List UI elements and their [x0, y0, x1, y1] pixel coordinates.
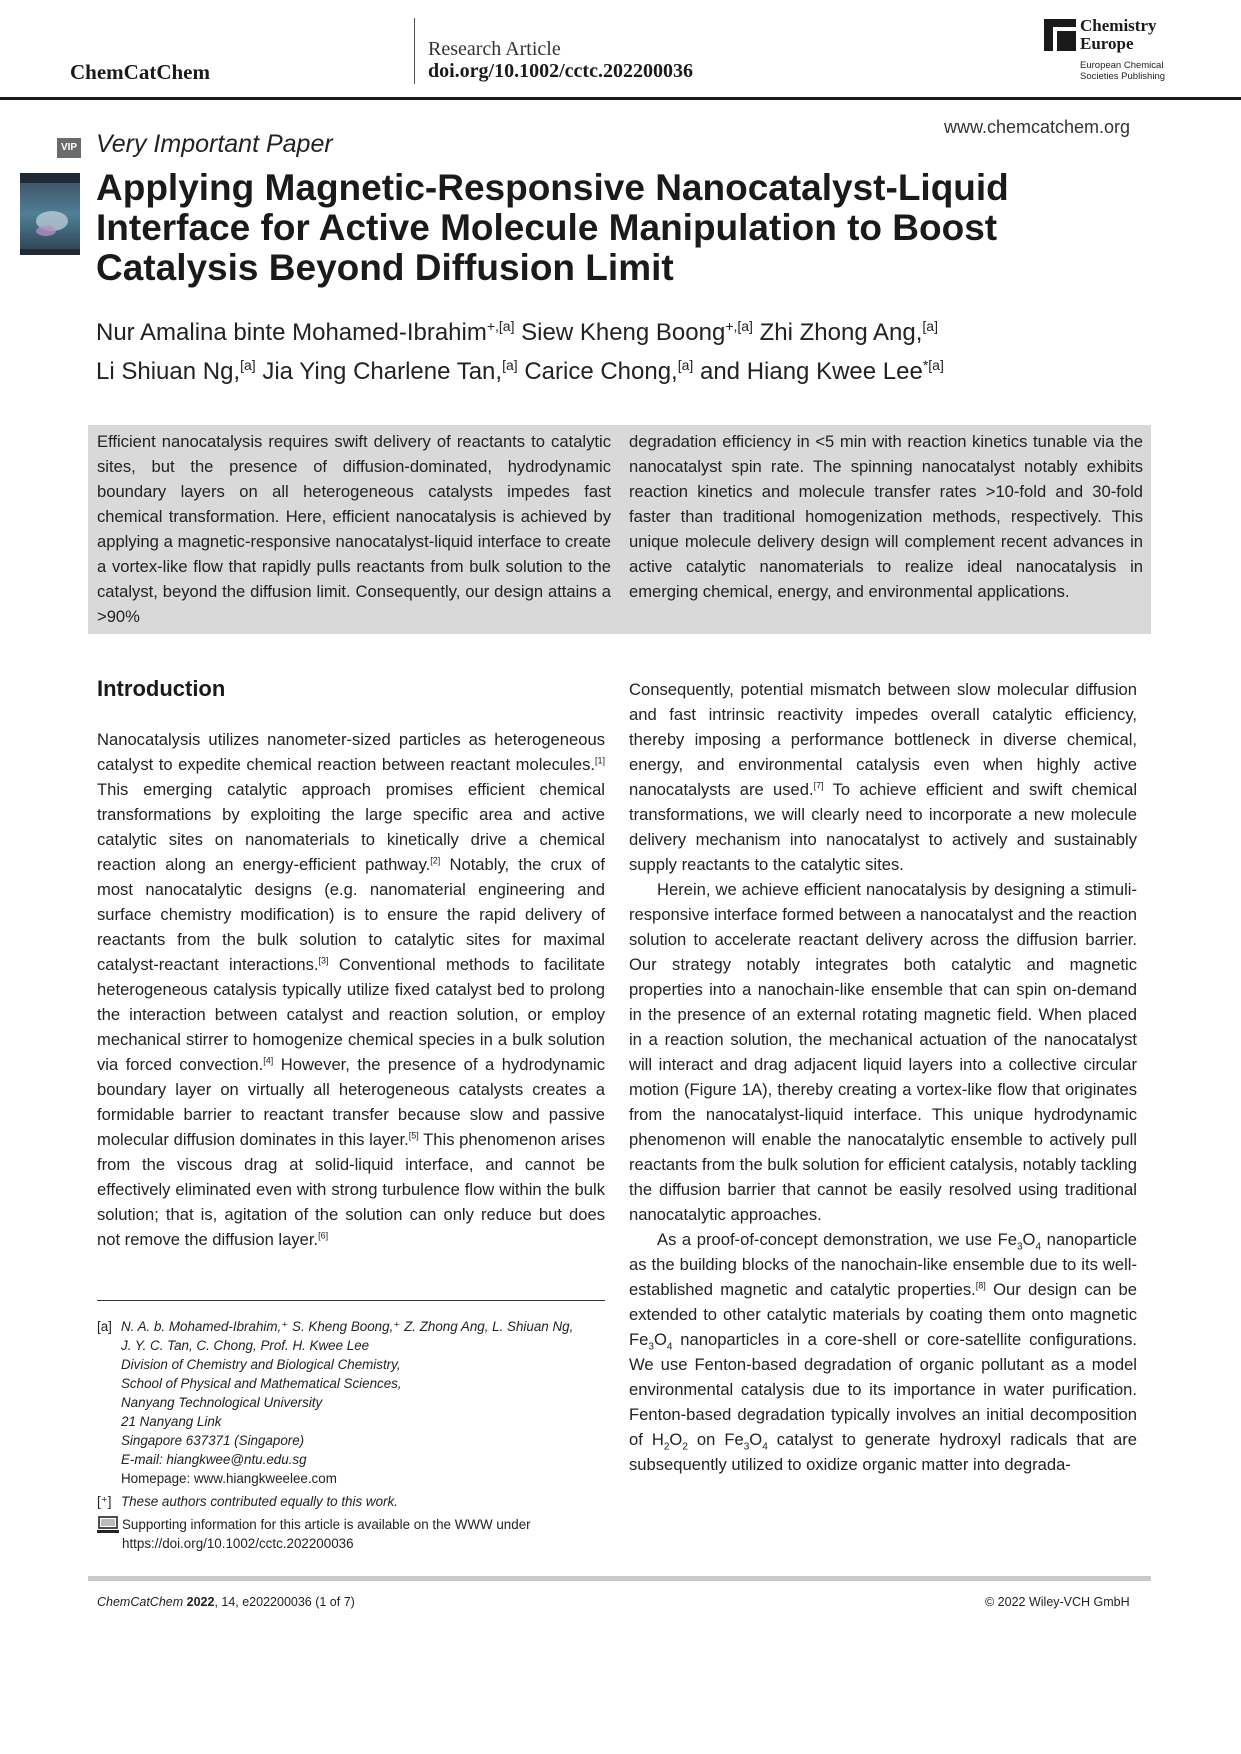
text: nanoparticle as the building blocks of the nanochain-like ensemble due to its well-established magnetic and catalytic properties.: [629, 1230, 1137, 1299]
author-mark: [a]: [240, 357, 256, 373]
text: Our design can be extended to other catalytic materials by coating them onto magnetic Fe: [629, 1280, 1138, 1349]
text: O: [653, 1330, 667, 1349]
subscript: 2: [663, 1441, 670, 1453]
citation[interactable]: [8]: [975, 1280, 986, 1291]
text: To achieve efficient and swift chemical transformations, we will clearly need to incorporate a new molecule delivery mechanism into nanocatalyst to actively and sustainably supply reactants to the catalytic sites.: [629, 780, 1138, 874]
supporting-info-footnote: [97, 1515, 605, 1553]
author-name: Zhi Zhong Ang,: [759, 319, 923, 346]
citation[interactable]: [5]: [408, 1130, 419, 1141]
subscript: 3: [648, 1341, 654, 1353]
text: Notably, the crux of most nanocatalytic designs (e.g. nanomaterial engineering and surface chemistry modification) is to ensure the rapid delivery of reactants from the bulk solution to catalytic sites for maximal catalyst-reactant interactions.: [97, 855, 606, 974]
text: Consequently, potential mismatch between slow molecular diffusion and fast intrinsic reactivity impedes overall catalytic efficiency, thereby imposing a performance bottleneck in diverse chemical, energy, and environmental catalysis even when highly active nanocatalysts are used.: [629, 680, 1137, 799]
citation[interactable]: [2]: [430, 855, 441, 866]
author-name: Carice Chong,: [524, 358, 678, 385]
author-mark: [a]: [922, 318, 938, 334]
citation[interactable]: [7]: [813, 780, 824, 791]
affiliation-line: N. A. b. Mohamed-Ibrahim,⁺ S. Kheng Boong,⁺ Z. Zhong Ang, L. Shiuan Ng,: [121, 1319, 574, 1334]
affiliation-line: School of Physical and Mathematical Sciences,: [121, 1376, 402, 1391]
intro-paragraph-3: Herein, we achieve efficient nanocatalysis by designing a stimuli-responsive interface formed between a nanocatalyst and the reaction solution to accelerate reactant delivery across the diffusion barrier. Our strategy notably integrates both catalytic and magnetic properties into a nanochain-like ensemble that can spin on-demand in the presence of an external rotating magnetic field. When placed in a reaction solution, the mechanical actuation of the nanocatalyst will interact and drag adjacent liquid layers into a collective circular motion (Figure 1A), thereby creating a vortex-like flow that originates from the nanocatalyst-liquid interface. This unique hydrodynamic phenomenon will enable the nanocatalytic ensemble to actively pull reactants from the bulk solution for efficient catalysis, notably tackling the diffusion barrier that cannot be easily resolved using traditional nanocatalytic approaches.: [629, 880, 1137, 1224]
text: This emerging catalytic approach promises efficient chemical transformations by exploiting the large specific area and active catalytic sites on nanomaterials to kinetically drive a chemical reaction along an energy-efficient pathway.: [97, 780, 605, 874]
equal-contribution-footnote: [97, 1492, 605, 1511]
author-mark: +,[a]: [725, 318, 753, 334]
author-name: Siew Kheng Boong: [521, 319, 726, 346]
footnote-text[interactable]: Supporting information for this article is available on the WWW under https://doi.org/10.1002/cctc.202200036: [122, 1517, 531, 1551]
subscript: 2: [682, 1441, 688, 1453]
vip-label: Very Important Paper: [96, 130, 333, 158]
footer-bar: [88, 1576, 1151, 1581]
author-mark: *[a]: [922, 357, 944, 373]
footer-copyright: © 2022 Wiley-VCH GmbH: [985, 1595, 1130, 1609]
subscript: 4: [762, 1441, 768, 1453]
journal-website[interactable]: www.chemcatchem.org: [944, 117, 1131, 137]
article-title: Applying Magnetic-Responsive Nanocatalyst-Liquid Interface for Active Molecule Manipulation to Boost Catalysis Beyond Diffusion Limit: [96, 167, 1009, 288]
intro-paragraph-2: [629, 677, 1137, 877]
author-mark: [a]: [502, 357, 518, 373]
subscript: 3: [743, 1441, 750, 1453]
chemistry-europe-logo-icon: [1044, 19, 1076, 51]
affiliation-line: J. Y. C. Tan, C. Chong, Prof. H. Kwee Lee: [121, 1338, 370, 1353]
intro-column-left: [97, 727, 605, 1252]
abstract-right: degradation efficiency in <5 min with reaction kinetics tunable via the nanocatalyst spin rate. The spinning nanocatalyst notably exhibits reaction kinetics and molecule transfer rates >10-fold and 30-fold faster than traditional homogenization methods, respectively. This unique molecule delivery design will complement recent advances in active catalytic nanomaterials to realize ideal nanocatalysis in emerging chemical, energy, and environmental applications.: [629, 432, 1143, 601]
text: This phenomenon arises from the viscous drag at solid-liquid interface, and cannot be effectively eliminated even with strong turbulence flow within the bulk solution; that is, agitation of the solution can only reduce but does not remove the diffusion layer.: [97, 1130, 605, 1249]
author-name: Li Shiuan Ng,: [96, 358, 241, 385]
footer-journal: ChemCatChem: [97, 1595, 184, 1609]
author-name: Jia Ying Charlene Tan,: [262, 358, 503, 385]
email-link[interactable]: E-mail: hiangkwee@ntu.edu.sg: [121, 1452, 307, 1467]
text: However, the presence of a hydrodynamic boundary layer on virtually all heterogeneous catalysts creates a formidable barrier to reactant transfer because slow and passive molecular diffusion dominates in this layer.: [97, 1055, 605, 1149]
citation[interactable]: [6]: [318, 1230, 329, 1241]
affiliation-line: Nanyang Technological University: [121, 1395, 323, 1410]
text: As a proof-of-concept demonstration, we use Fe: [657, 1230, 1017, 1249]
text: O: [1022, 1230, 1036, 1249]
header-divider: [414, 18, 415, 84]
intro-column-right: [629, 677, 1137, 1477]
text: nanoparticles in a core-shell or core-satellite configurations. We use Fenton-based degradation of organic pollutant as a model environmental catalysis due to its importance in water purification. Fenton-based degradation typically involves an initial decomposition of H: [629, 1330, 1137, 1449]
author-name: Nur Amalina binte Mohamed-Ibrahim: [96, 319, 487, 346]
publisher-subtitle: European Chemical Societies Publishing: [1080, 60, 1166, 82]
text: on Fe: [687, 1430, 744, 1449]
cover-thumbnail-icon: [20, 173, 80, 255]
subscript: 4: [1035, 1241, 1042, 1253]
article-type: Research Article: [428, 38, 561, 60]
affiliation-footnote: [97, 1317, 605, 1488]
header-rule: [0, 97, 1241, 100]
text: O: [749, 1430, 763, 1449]
vip-badge: VIP: [57, 138, 81, 158]
citation[interactable]: [4]: [263, 1055, 274, 1066]
journal-name: ChemCatChem: [70, 60, 210, 84]
subscript: 4: [666, 1341, 673, 1353]
publisher-name: Chemistry Europe: [1080, 16, 1157, 53]
author-list: [96, 310, 1096, 388]
footnote-key: [a]: [97, 1319, 112, 1334]
affiliation-lines: [121, 1317, 573, 1488]
text: Conventional methods to facilitate heterogeneous catalysis typically utilize fixed catalyst bed to prolong the interaction between catalyst and reaction solution, or employ mechanical stirrer to homogenize chemical species in a bulk solution via forced convection.: [97, 955, 605, 1074]
section-heading: Introduction: [97, 676, 226, 701]
affiliation-line: 21 Nanyang Link: [121, 1414, 222, 1429]
footnote-rule: [97, 1300, 605, 1301]
intro-paragraph-4: [629, 1227, 1137, 1477]
abstract-left: Efficient nanocatalysis requires swift delivery of reactants to catalytic sites, but the presence of diffusion-dominated, hydrodynamic boundary layers on all heterogeneous catalysts impedes fast chemical transformation. Here, efficient nanocatalysis is achieved by applying a magnetic-responsive nanocatalyst-liquid interface to create a vortex-like flow that rapidly pulls reactants from bulk solution to the catalyst, beyond the diffusion limit. Consequently, our design attains a >90%: [97, 432, 611, 626]
affiliation-line: Division of Chemistry and Biological Chemistry,: [121, 1357, 401, 1372]
intro-paragraph-1: [97, 727, 605, 1252]
author-name: and Hiang Kwee Lee: [699, 358, 923, 385]
citation[interactable]: [1]: [594, 755, 605, 766]
footer-citation: [97, 1595, 355, 1609]
text: Nanocatalysis utilizes nanometer-sized particles as heterogeneous catalyst to expedite chemical reaction between reactant molecules.: [97, 730, 605, 774]
footer-year: 2022: [186, 1595, 215, 1609]
doi-link[interactable]: doi.org/10.1002/cctc.202200036: [428, 60, 693, 82]
footer-pages: , 14, e202200036 (1 of 7): [214, 1595, 355, 1609]
text: O: [669, 1430, 683, 1449]
footnote-key: [⁺]: [97, 1494, 112, 1509]
footnote-text: These authors contributed equally to this work.: [121, 1494, 398, 1509]
affiliation-line: Singapore 637371 (Singapore): [121, 1433, 305, 1448]
text: catalyst to generate hydroxyl radicals that are subsequently utilized to oxidize organic matter into degrada-: [629, 1430, 1137, 1474]
author-mark: +,[a]: [486, 318, 515, 334]
computer-icon: [97, 1516, 119, 1534]
citation[interactable]: [3]: [318, 955, 329, 966]
subscript: 3: [1016, 1241, 1023, 1253]
author-mark: [a]: [677, 357, 694, 373]
homepage-link[interactable]: Homepage: www.hiangkweelee.com: [121, 1471, 337, 1486]
